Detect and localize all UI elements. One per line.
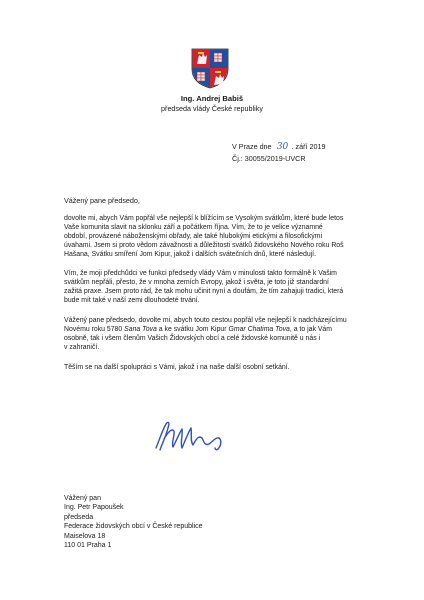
text-line: dovolte mi, abych Vám popřál vše nejlepší k blížícím se Vysokým svátkům, které bude letos	[64, 215, 344, 222]
body-paragraph-2	[64, 269, 362, 305]
date-prefix: V Praze dne	[232, 142, 272, 151]
text-line: Těším se na další spolupráci s Vámi, jakož i na naše další osobní setkání.	[64, 364, 290, 371]
text-line: v zahraničí.	[64, 344, 100, 352]
greeting-sana-tova: Sana Tova	[124, 326, 157, 334]
recipient-name: Ing. Petr Papoušek	[64, 504, 124, 512]
date-suffix: . září 2019	[291, 142, 326, 151]
text-line: úvahami. Jsem si proto vědom závažnosti a důležitosti svátků židovského Nového roku Roš	[64, 242, 344, 250]
text-run: , a to jak Vám	[289, 326, 333, 334]
recipient-city: 110 01 Praha 1	[64, 542, 112, 550]
text-line: Hašana, Svátku smíření Jom Kipur, jakož i dalších svátečních dnů, které následují.	[64, 251, 317, 259]
reference-number: Čj.: 30055/2019-UVCR	[232, 154, 306, 163]
sender-block	[0, 94, 424, 114]
recipient-organization: Federace židovských obcí v České republice	[64, 523, 203, 531]
text-line: svátkům nepřáli, přesto, že v mnoha zemích Evropy, jakož i světa, je toto již standardní	[64, 279, 329, 287]
sender-role: předseda vlády České republiky	[161, 104, 263, 113]
date-day-handwritten: 30	[276, 142, 289, 152]
text-line: Vážený pane předsedo, dovolte mi, abych touto cestou popřál vše nejlepší k nadcházejícímu	[64, 317, 347, 324]
date-line	[232, 141, 326, 153]
text-line: bude mít také v naší zemi dlouhodeté trvání.	[64, 297, 200, 305]
recipient-street: Maiselova 18	[64, 532, 106, 540]
recipient-address	[64, 494, 203, 550]
recipient-title: předseda	[64, 513, 94, 521]
text-line: zažitá praxe. Jsem proto rád, že tak mohu učinit nyní a doufám, že tím zahajuji tradici, která	[64, 288, 344, 296]
text-run: a ke svátku Jom Kipur	[156, 326, 229, 334]
closing-paragraph	[64, 363, 362, 372]
czech-coat-of-arms-icon	[189, 47, 231, 89]
body-paragraph-1	[64, 214, 362, 259]
text-line: období, provázené náboženskými obřady, ale také hlubokými etickými a filosofickými	[64, 233, 323, 241]
text-line	[64, 325, 362, 334]
recipient-greeting: Vážený pan	[64, 495, 101, 502]
text-line: Vím, že moji předchůdci ve funkci předsedy vlády Vám v minulosti takto formálně k Vašim	[64, 270, 337, 277]
body-paragraph-3	[64, 316, 362, 352]
text-line: osobně, tak i všem členům Vašich Židovských obcí a celé židovské komunitě u nás i	[64, 335, 321, 343]
greeting-gmar-chatima-tova: Gmar Chatima Tova	[228, 326, 290, 334]
text-run: Novému roku 5780	[64, 326, 125, 334]
salutation: Vážený pane předsedo,	[64, 196, 140, 205]
handwritten-signature-icon	[150, 417, 234, 455]
text-line: Vaše komunita slavit na sklonku září a počátkem října. Vím, že to je velice významné	[64, 224, 323, 232]
sender-name: Ing. Andrej Babiš	[180, 94, 244, 103]
